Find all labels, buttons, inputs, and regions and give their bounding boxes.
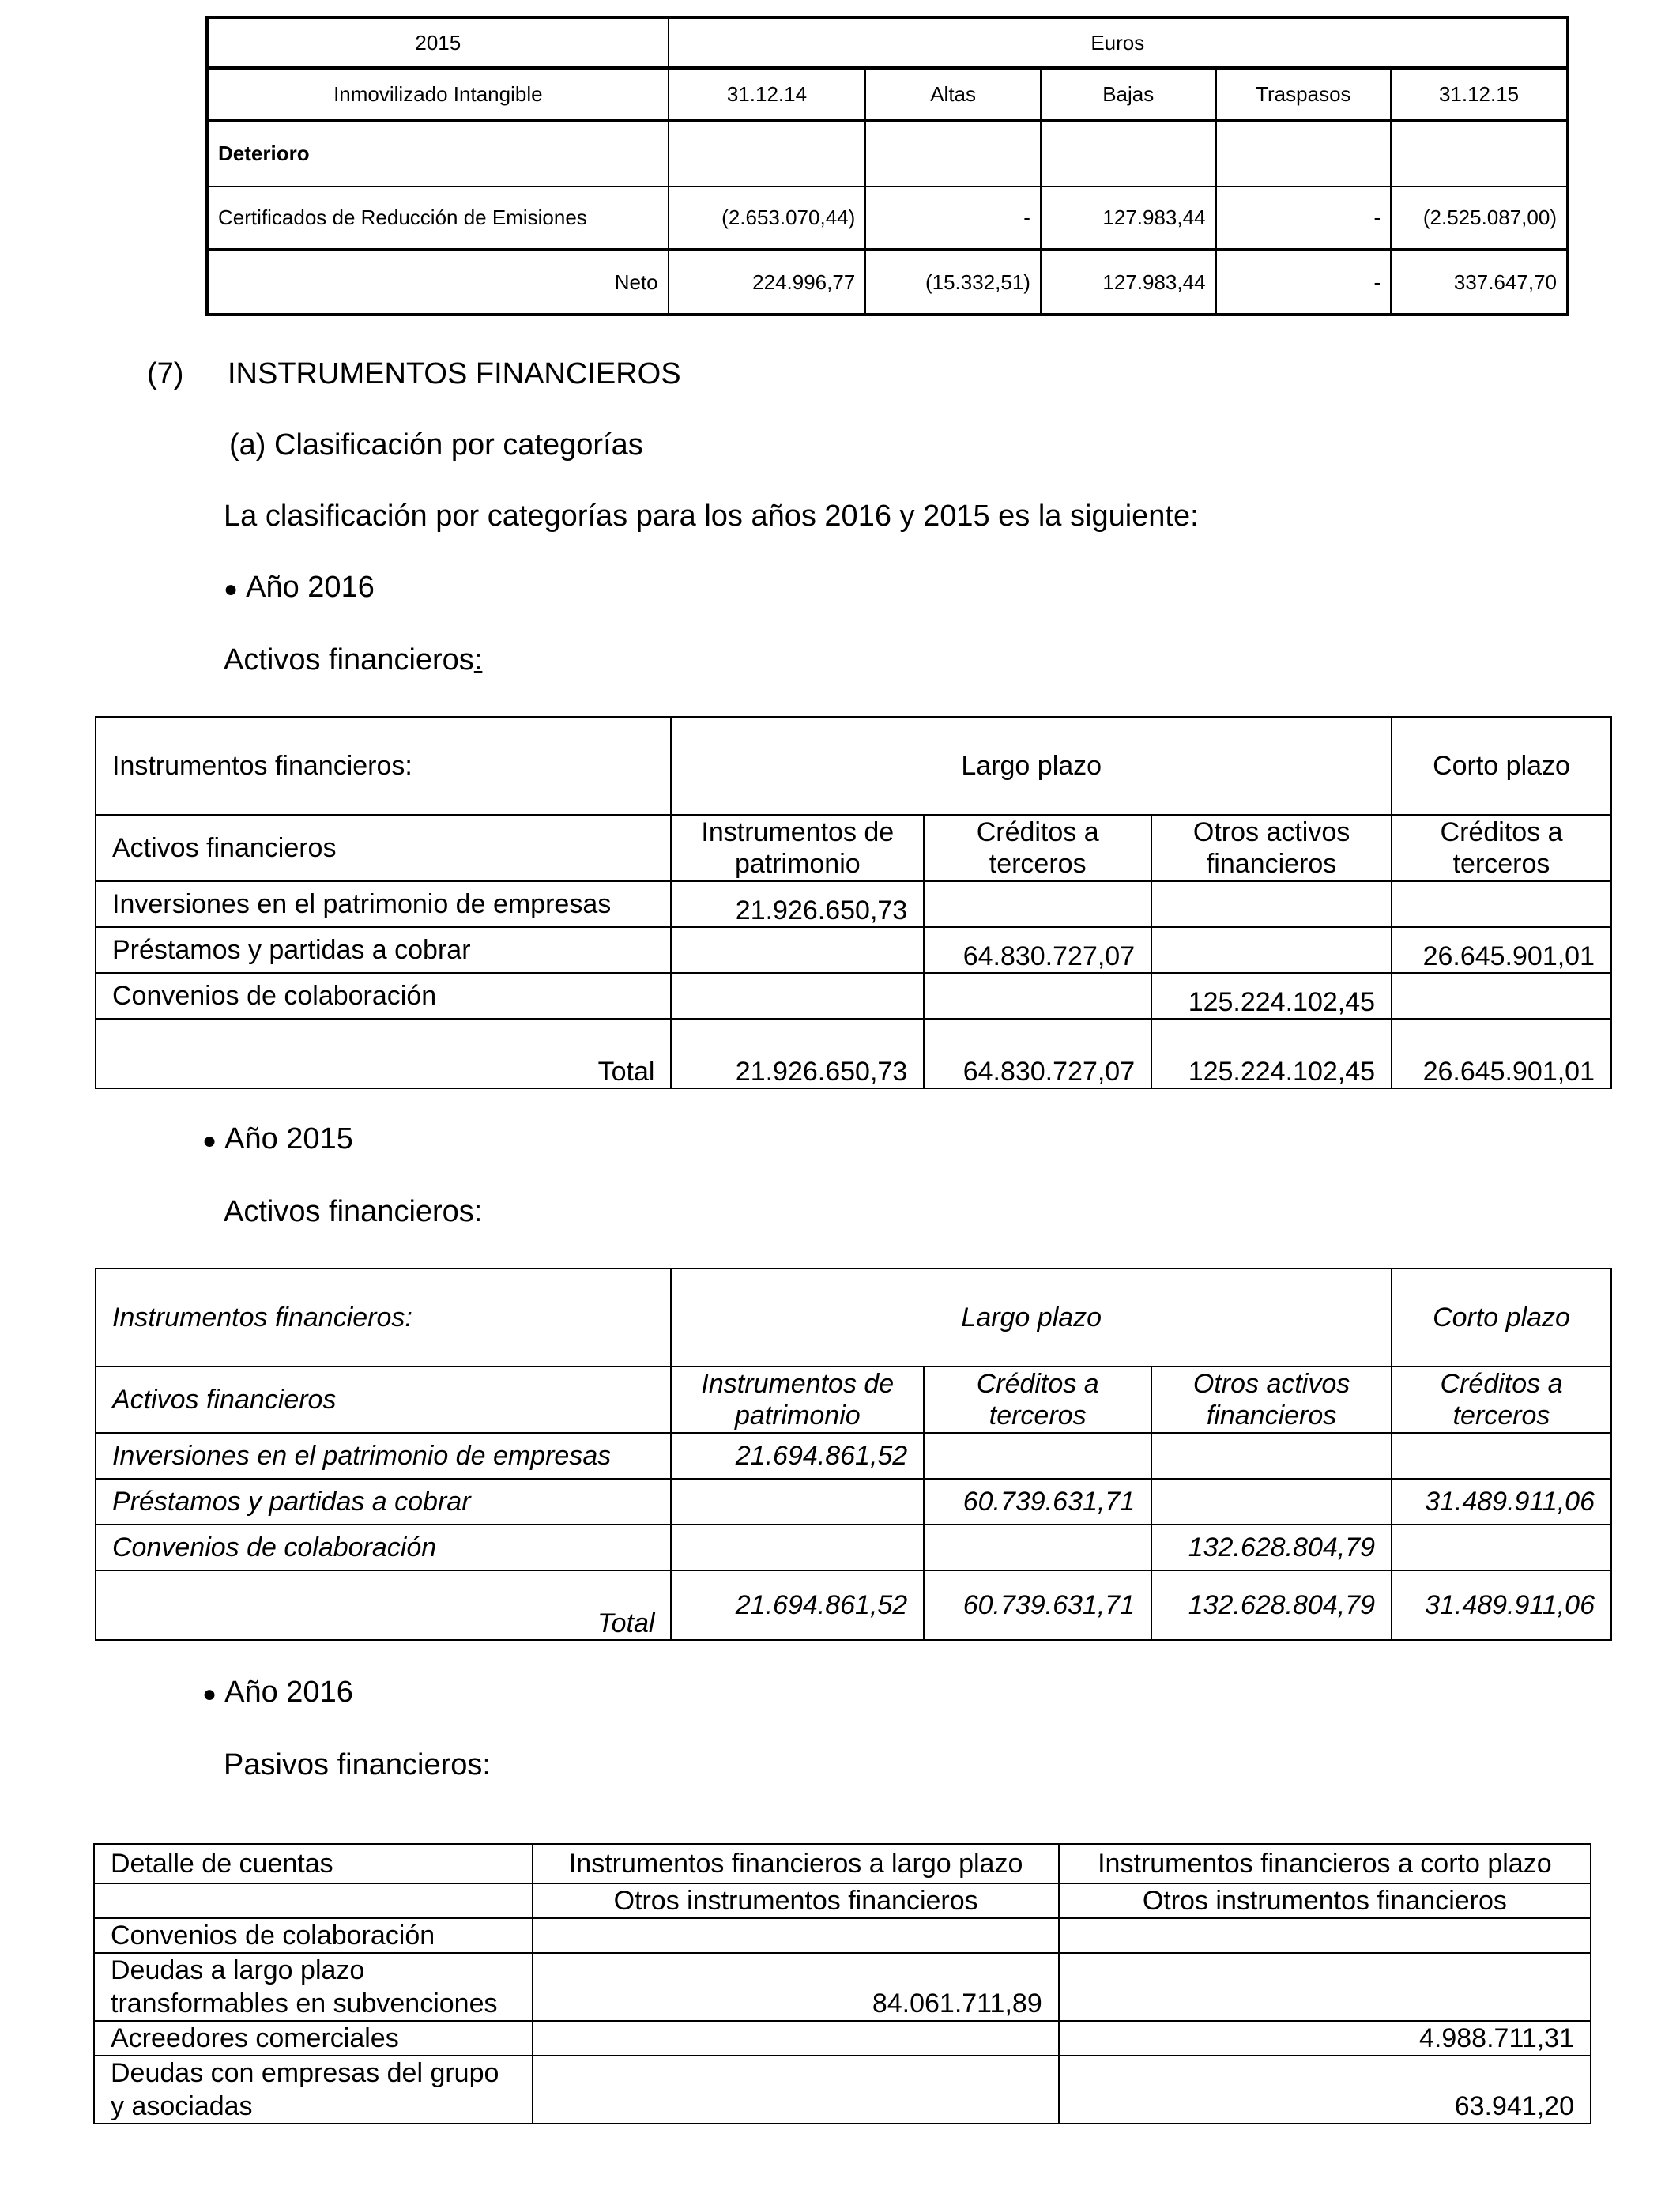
bullet-text: Año 2016 [246, 571, 375, 604]
subheader: Instrumentos de patrimonio [671, 815, 924, 881]
col-header: Altas [865, 68, 1041, 120]
col-header: 31.12.15 [1391, 68, 1568, 120]
table-cell: 132.628.804,79 [1151, 1525, 1392, 1570]
table-cell [1151, 1433, 1392, 1479]
table-cell [533, 1918, 1058, 1953]
subheader: Otros activos financieros [1151, 1367, 1392, 1433]
table-cell [924, 881, 1151, 927]
col-header: Inmovilizado Intangible [207, 68, 669, 120]
table-cell: 125.224.102,45 [1151, 1019, 1392, 1088]
subheader [94, 1883, 533, 1918]
table-cell [1151, 1479, 1392, 1525]
table-cell [924, 973, 1151, 1019]
table-cell: 60.739.631,71 [924, 1570, 1151, 1640]
col-header: Bajas [1041, 68, 1216, 120]
subheader: Créditos a terceros [924, 1367, 1151, 1433]
subheader: Activos financieros [96, 815, 671, 881]
row-label: Certificados de Reducción de Emisiones [207, 187, 669, 250]
col-header: 31.12.14 [669, 68, 866, 120]
table-cell [671, 1525, 924, 1570]
table-cell: 127.983,44 [1041, 250, 1216, 315]
header-short-term: Instrumentos financieros a corto plazo [1059, 1844, 1591, 1883]
table-cell: 31.489.911,06 [1392, 1479, 1611, 1525]
intro-text: La clasificación por categorías para los años 2016 y 2015 es la siguiente: [224, 499, 1199, 533]
table-cell: 63.941,20 [1059, 2056, 1591, 2124]
bullet-icon: ● [202, 1681, 217, 1707]
table-cell: 21.926.650,73 [671, 1019, 924, 1088]
total-row [96, 1570, 1611, 1640]
bullet-2016-liabilities [202, 1676, 353, 1710]
table-row [96, 927, 1611, 973]
header-largo-plazo: Largo plazo [671, 1269, 1392, 1367]
subsection-title: (a) Clasificación por categorías [229, 428, 643, 462]
table-cell: 60.739.631,71 [924, 1479, 1151, 1525]
table-row [94, 1918, 1591, 1953]
table-cell [1151, 881, 1392, 927]
row-label: Préstamos y partidas a cobrar [96, 927, 671, 973]
section-number: (7) [147, 357, 184, 390]
table-cell [1392, 1433, 1611, 1479]
bullet-text: Año 2015 [224, 1122, 353, 1155]
table-cell: 21.694.861,52 [671, 1570, 924, 1640]
table-cell: - [1216, 250, 1392, 315]
table-cell: (15.332,51) [865, 250, 1041, 315]
table-cell [1392, 881, 1611, 927]
table-cell: 64.830.727,07 [924, 1019, 1151, 1088]
table-cell: 26.645.901,01 [1392, 1019, 1611, 1088]
subheader: Otros instrumentos financieros [533, 1883, 1058, 1918]
total-row [96, 1019, 1611, 1088]
row-label: Inversiones en el patrimonio de empresas [96, 881, 671, 927]
table-cell: 84.061.711,89 [533, 1953, 1058, 2021]
header-corto-plazo: Corto plazo [1392, 1269, 1611, 1367]
subheader: Instrumentos de patrimonio [671, 1367, 924, 1433]
header-detail: Detalle de cuentas [94, 1844, 533, 1883]
table-cell: 132.628.804,79 [1151, 1570, 1392, 1640]
subheader: Otros activos financieros [1151, 815, 1392, 881]
table-cell: 64.830.727,07 [924, 927, 1151, 973]
total-label: Total [96, 1570, 671, 1640]
table-row [94, 2021, 1591, 2056]
table-cell [1392, 1525, 1611, 1570]
total-label: Total [96, 1019, 671, 1088]
currency-cell: Euros [669, 17, 1568, 68]
table-cell [671, 1479, 924, 1525]
table-row [96, 973, 1611, 1019]
assets-2016-table [95, 716, 1612, 1089]
bullet-2016-assets [224, 571, 375, 605]
year-cell: 2015 [207, 17, 669, 68]
assets-2015-label: Activos financieros: [224, 1195, 483, 1228]
table-cell [671, 973, 924, 1019]
table-cell: 337.647,70 [1391, 250, 1568, 315]
liabilities-2016-label: Pasivos financieros: [224, 1748, 491, 1781]
table-row [96, 1433, 1611, 1479]
table-row [96, 1479, 1611, 1525]
col-header: Traspasos [1216, 68, 1392, 120]
table-cell: 21.926.650,73 [671, 881, 924, 927]
bullet-icon: ● [202, 1128, 217, 1154]
table-cell: 224.996,77 [669, 250, 866, 315]
table-cell: 26.645.901,01 [1392, 927, 1611, 973]
row-label: Deudas con empresas del grupo y asociadas [94, 2056, 533, 2124]
table-cell: 125.224.102,45 [1151, 973, 1392, 1019]
table-cell [671, 927, 924, 973]
table-cell [1151, 927, 1392, 973]
label-text: Activos financieros [224, 643, 474, 677]
table-cell: 21.694.861,52 [671, 1433, 924, 1479]
liabilities-2016-table [93, 1843, 1591, 2124]
table-cell [533, 2021, 1058, 2056]
subheader: Activos financieros [96, 1367, 671, 1433]
subheader: Otros instrumentos financieros [1059, 1883, 1591, 1918]
row-label: Deudas a largo plazo transformables en subvenciones [94, 1953, 533, 2021]
table-cell [924, 1433, 1151, 1479]
table-cell [1392, 973, 1611, 1019]
table-cell: - [1216, 187, 1392, 250]
table-cell [533, 2056, 1058, 2124]
table-cell: (2.525.087,00) [1391, 187, 1568, 250]
row-label: Acreedores comerciales [94, 2021, 533, 2056]
row-label: Inversiones en el patrimonio de empresas [96, 1433, 671, 1479]
intangible-impairment-table [205, 16, 1569, 316]
table-cell: 31.489.911,06 [1392, 1570, 1611, 1640]
section-label: Deterioro [207, 120, 669, 187]
row-label: Préstamos y partidas a cobrar [96, 1479, 671, 1525]
header-instruments: Instrumentos financieros: [96, 1269, 671, 1367]
table-row [94, 2056, 1591, 2124]
row-label: Convenios de colaboración [96, 973, 671, 1019]
bullet-2015-assets [202, 1122, 353, 1156]
table-cell: 4.988.711,31 [1059, 2021, 1591, 2056]
table-row [94, 1953, 1591, 2021]
header-long-term: Instrumentos financieros a largo plazo [533, 1844, 1058, 1883]
bullet-icon: ● [224, 576, 239, 602]
label-colon: : [473, 643, 483, 677]
subheader: Créditos a terceros [924, 815, 1151, 881]
bullet-text: Año 2016 [224, 1676, 353, 1709]
table-cell: (2.653.070,44) [669, 187, 866, 250]
row-label: Convenios de colaboración [96, 1525, 671, 1570]
row-label: Convenios de colaboración [94, 1918, 533, 1953]
table-cell: 127.983,44 [1041, 187, 1216, 250]
assets-2015-table [95, 1268, 1612, 1641]
table-row [96, 881, 1611, 927]
subheader: Créditos a terceros [1392, 815, 1611, 881]
assets-2016-label [224, 643, 482, 677]
table-cell [1059, 1918, 1591, 1953]
header-largo-plazo: Largo plazo [671, 717, 1392, 815]
table-cell [924, 1525, 1151, 1570]
net-label: Neto [207, 250, 669, 315]
table-cell [1059, 1953, 1591, 2021]
table-cell: - [865, 187, 1041, 250]
section-title: INSTRUMENTOS FINANCIEROS [228, 357, 681, 390]
table-row [96, 1525, 1611, 1570]
header-corto-plazo: Corto plazo [1392, 717, 1611, 815]
header-instruments: Instrumentos financieros: [96, 717, 671, 815]
subheader: Créditos a terceros [1392, 1367, 1611, 1433]
